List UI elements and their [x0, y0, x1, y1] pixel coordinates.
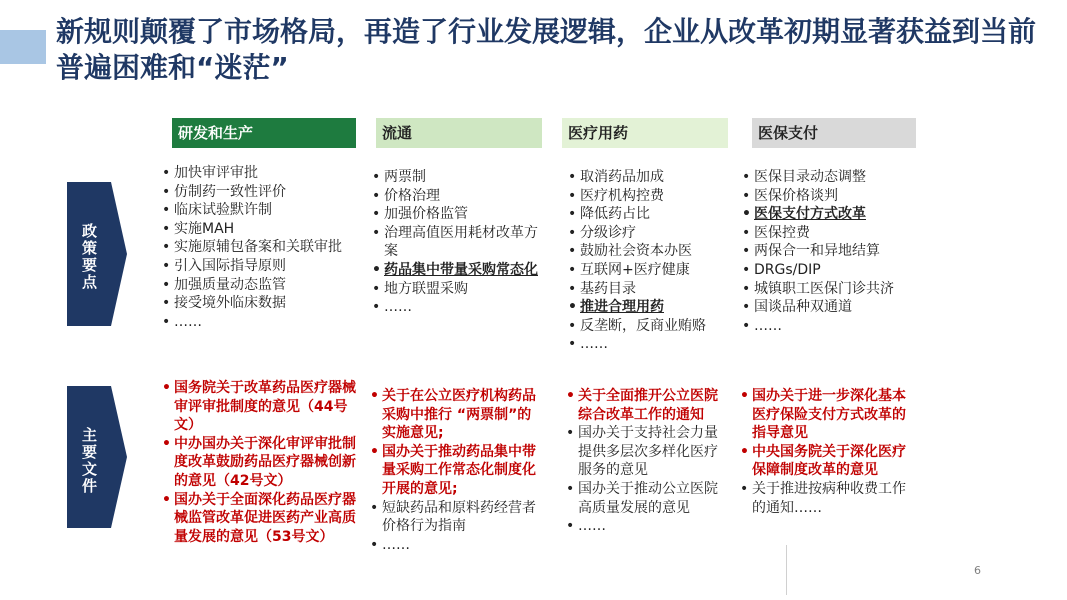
- list-item: • 降低药占比: [568, 205, 728, 224]
- list-item: • ……: [742, 317, 908, 336]
- list-item-highlighted: • 国办关于推动药品集中带量采购工作常态化制度化开展的意见;: [370, 443, 542, 499]
- list-item: • 地方联盟采购: [372, 280, 540, 299]
- list-item: • 国谈品种双通道: [742, 298, 908, 317]
- column-header-insurance-payment: 医保支付: [752, 118, 916, 148]
- title-accent-bar: [0, 30, 46, 64]
- list-item: • 两票制: [372, 168, 540, 187]
- page-divider-line: [786, 545, 787, 595]
- list-item-highlighted: • 国办关于进一步深化基本医疗保险支付方式改革的指导意见: [740, 387, 908, 443]
- list-item-highlighted: • 中央国务院关于深化医疗保障制度改革的意见: [740, 443, 908, 480]
- list-item: • 医疗机构控费: [568, 187, 728, 206]
- list-item: • 加强质量动态监管: [162, 276, 362, 295]
- list-item-highlighted: • 药品集中带量采购常态化: [372, 261, 540, 280]
- list-item: • ……: [162, 313, 362, 332]
- policy-list-insurance-payment: [742, 168, 908, 335]
- documents-list-distribution: [370, 387, 542, 554]
- page-number: 6: [974, 564, 981, 577]
- column-header-medical-use: 医疗用药: [562, 118, 728, 148]
- list-item: • ……: [568, 335, 728, 354]
- policy-list-medical-use: [568, 168, 728, 354]
- column-header-rnd-production: 研发和生产: [172, 118, 356, 148]
- list-item: • 反垄断，反商业贿赂: [568, 317, 728, 336]
- list-item: • 关于推进按病种收费工作的通知……: [740, 480, 908, 517]
- list-item: • 鼓励社会资本办医: [568, 242, 728, 261]
- policy-list-distribution: [372, 168, 540, 317]
- main-documents-label-text: 主要文件: [80, 427, 98, 495]
- list-item: • 国办关于支持社会力量提供多层次多样化医疗服务的意见: [566, 424, 730, 480]
- list-item: • ……: [566, 517, 730, 536]
- list-item: • 城镇职工医保门诊共济: [742, 280, 908, 299]
- policy-points-label: [67, 182, 127, 326]
- list-item: • DRGs/DIP: [742, 261, 908, 280]
- documents-list-insurance-payment: [740, 387, 908, 517]
- list-item: • 仿制药一致性评价: [162, 183, 362, 202]
- list-item-highlighted: • 国务院关于改革药品医疗器械审评审批制度的意见（44号文）: [162, 379, 366, 435]
- list-item: • 分级诊疗: [568, 224, 728, 243]
- list-item: • 医保控费: [742, 224, 908, 243]
- list-item: • 医保目录动态调整: [742, 168, 908, 187]
- list-item: • 医保价格谈判: [742, 187, 908, 206]
- list-item: • 取消药品加成: [568, 168, 728, 187]
- list-item-highlighted: • 推进合理用药: [568, 298, 728, 317]
- list-item: • 治理高值医用耗材改革方案: [372, 224, 540, 261]
- list-item-highlighted: • 医保支付方式改革: [742, 205, 908, 224]
- list-item: • 接受境外临床数据: [162, 294, 362, 313]
- list-item: • 引入国际指导原则: [162, 257, 362, 276]
- documents-list-rnd-production: [162, 379, 366, 546]
- list-item: • 价格治理: [372, 187, 540, 206]
- list-item-highlighted: • 中办国办关于深化审评审批制度改革鼓励药品医疗器械创新的意见（42号文）: [162, 435, 366, 491]
- policy-list-rnd-production: [162, 164, 362, 331]
- list-item-highlighted: • 关于在公立医疗机构药品采购中推行 “两票制”的实施意见;: [370, 387, 542, 443]
- list-item: • 国办关于推动公立医院高质量发展的意见: [566, 480, 730, 517]
- main-documents-label: [67, 386, 127, 528]
- list-item: • 实施原辅包备案和关联审批: [162, 238, 362, 257]
- column-header-distribution: 流通: [376, 118, 542, 148]
- list-item: • 实施MAH: [162, 220, 362, 239]
- list-item: • 加快审评审批: [162, 164, 362, 183]
- list-item: • 加强价格监管: [372, 205, 540, 224]
- list-item: • 互联网+医疗健康: [568, 261, 728, 280]
- documents-list-medical-use: [566, 387, 730, 536]
- list-item-highlighted: • 关于全面推开公立医院综合改革工作的通知: [566, 387, 730, 424]
- list-item: • ……: [370, 536, 542, 555]
- list-item: • 临床试验默许制: [162, 201, 362, 220]
- list-item-highlighted: • 国办关于全面深化药品医疗器械监管改革促进医药产业高质量发展的意见（53号文）: [162, 491, 366, 547]
- list-item: • 短缺药品和原料药经营者价格行为指南: [370, 499, 542, 536]
- list-item: • ……: [372, 298, 540, 317]
- list-item: • 基药目录: [568, 280, 728, 299]
- page-title: 新规则颠覆了市场格局，再造了行业发展逻辑，企业从改革初期显著获益到当前普遍困难和“迷茫”: [56, 15, 1037, 84]
- policy-points-label-text: 政策要点: [80, 223, 98, 291]
- list-item: • 两保合一和异地结算: [742, 242, 908, 261]
